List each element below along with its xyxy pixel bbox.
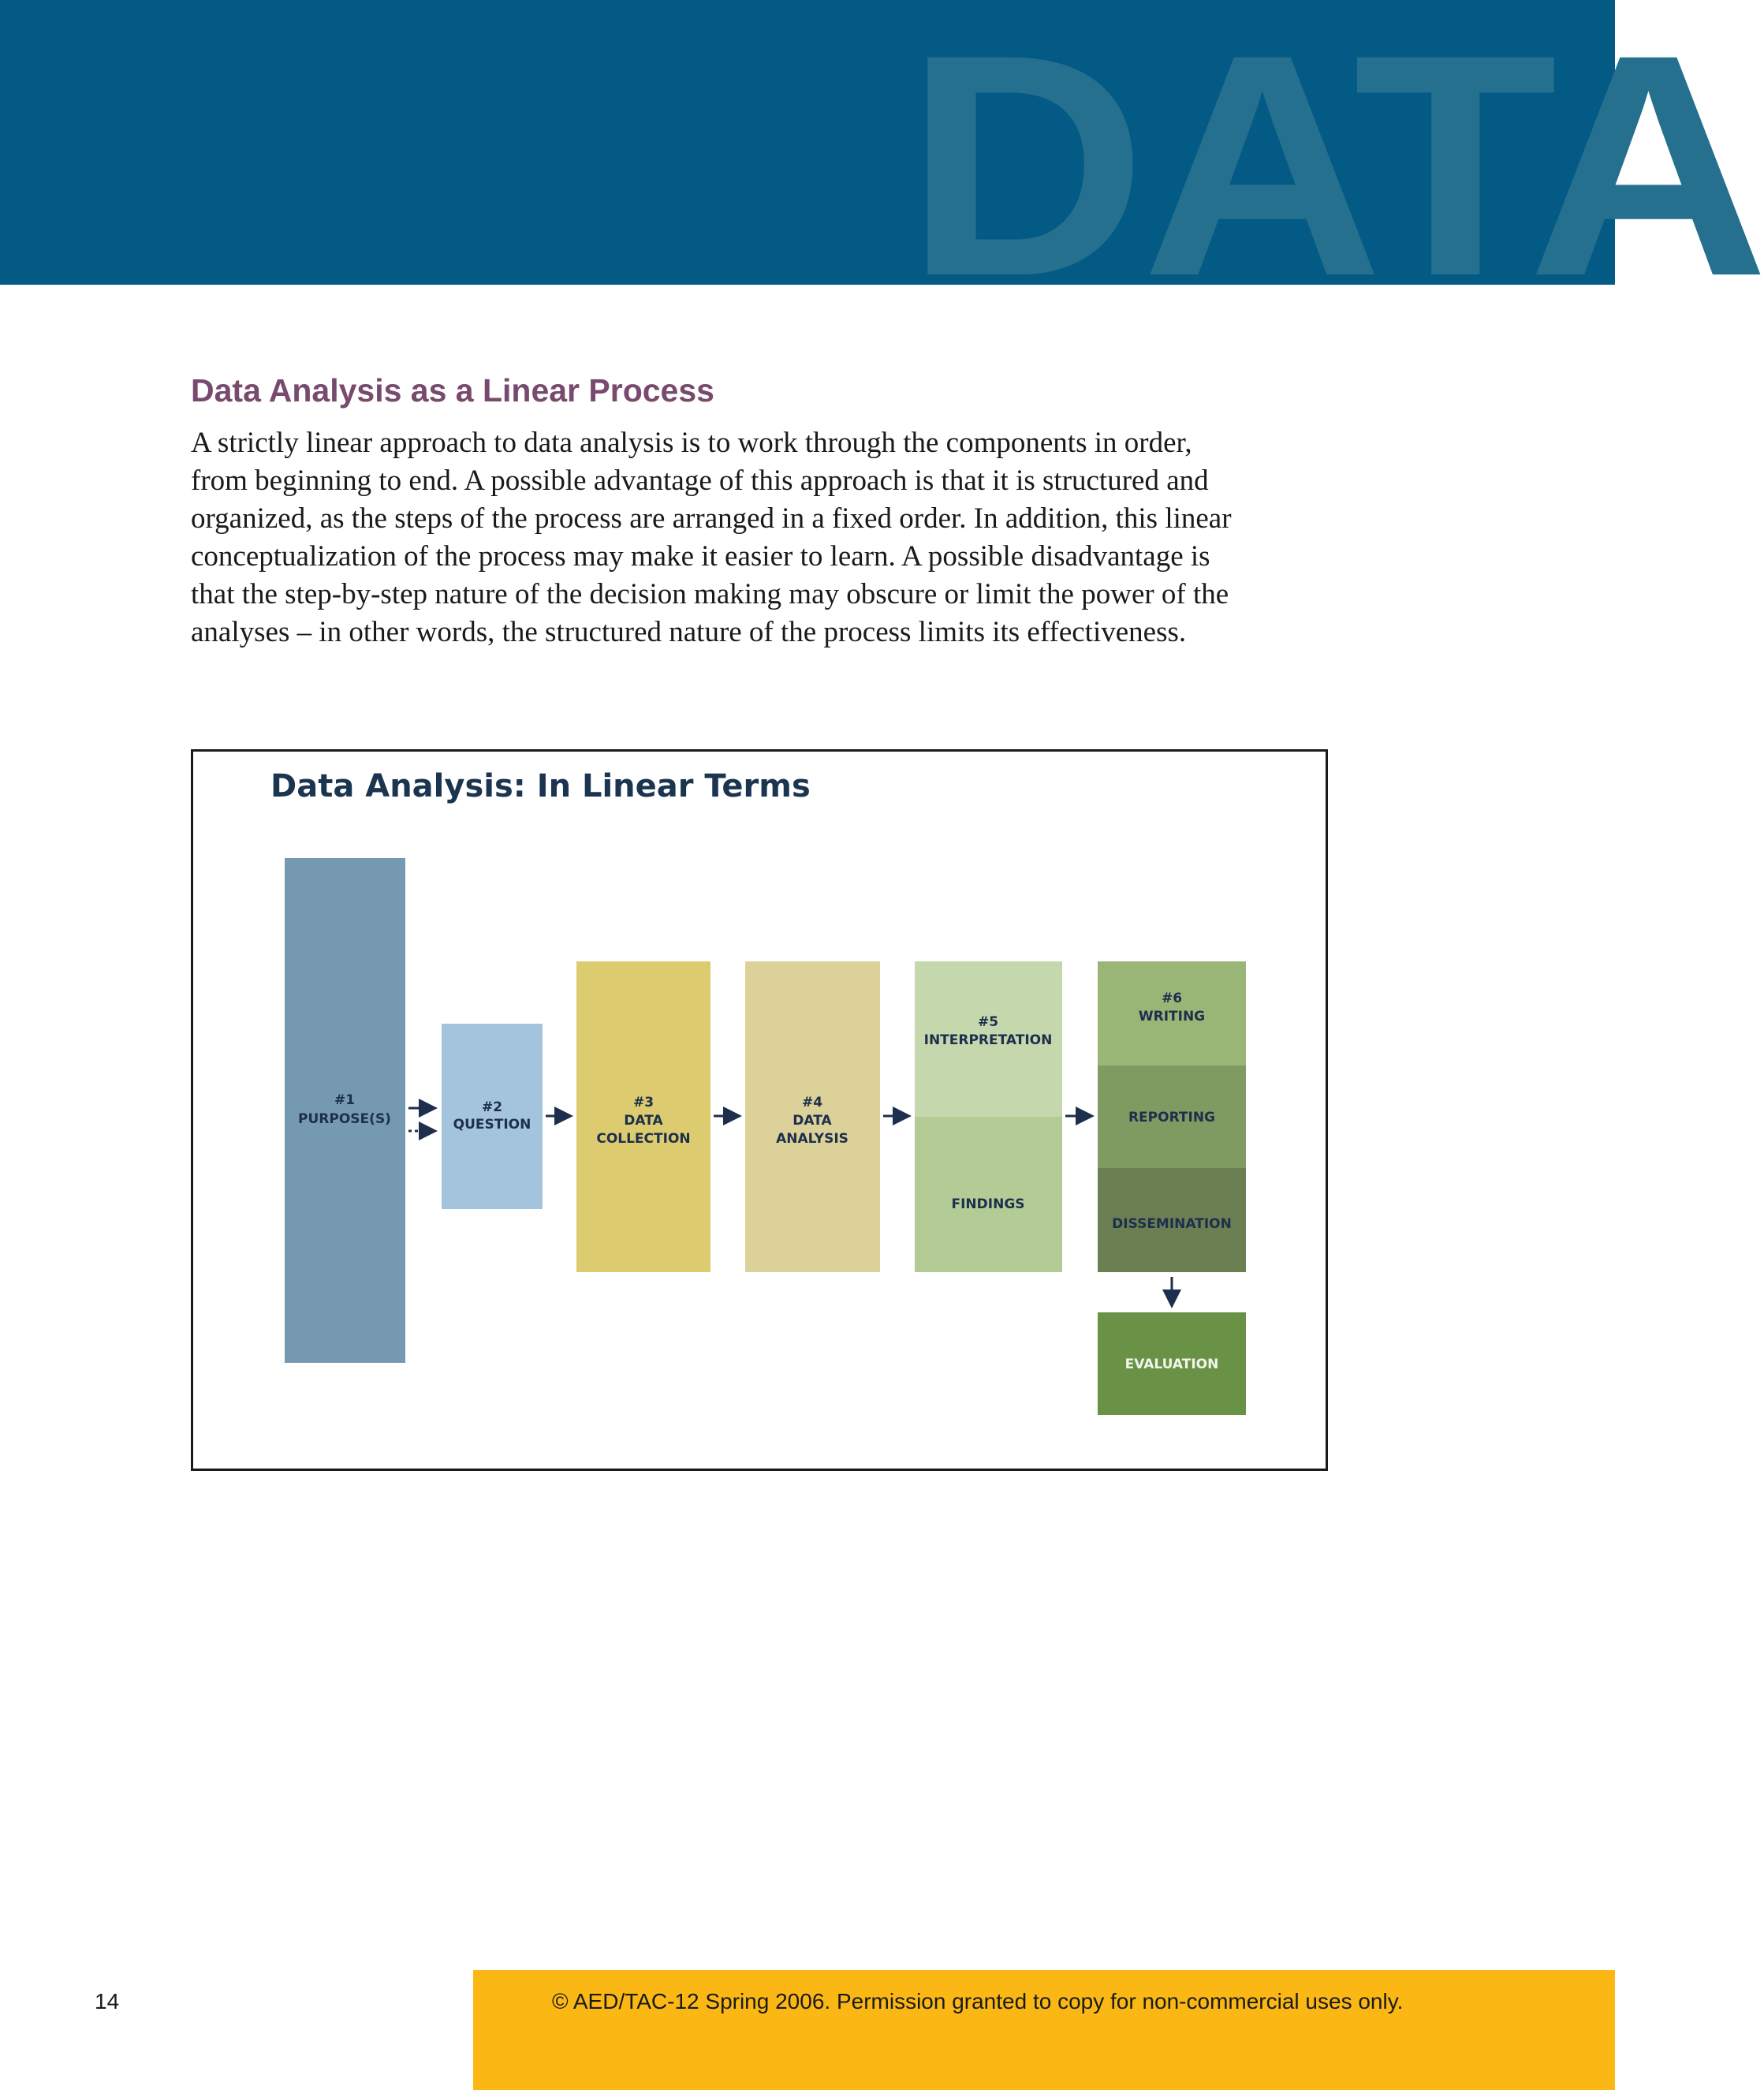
body-line: from beginning to end. A possible advantage of this approach is that it is structured and [191,465,1209,497]
findings-label: FINDINGS [951,1196,1025,1212]
section-title: Data Analysis as a Linear Process [191,372,714,409]
dissemination-label: DISSEMINATION [1112,1216,1232,1232]
question-label: QUESTION [453,1117,531,1133]
copyright-notice: © AED/TAC-12 Spring 2006. Permission granted to copy for non-commercial uses only. [552,1989,1404,2013]
question-number: #2 [481,1099,503,1115]
diagram-figure [191,749,1328,1471]
body-paragraph [191,424,1342,651]
purpose-number: #1 [334,1092,356,1108]
body-line: conceptualization of the process may make it easier to learn. A possible disadvantage is [191,540,1210,573]
data-collection-number: #3 [632,1095,655,1110]
interpretation-number: #5 [977,1014,999,1030]
findings-box [915,1117,1062,1272]
footer-band [473,1970,1615,2090]
body-line: that the step-by-step nature of the decision making may obscure or limit the power of the [191,578,1229,610]
header-band [0,0,1764,341]
writing-label: WRITING [1138,1009,1206,1024]
diagram-title: Data Analysis: In Linear Terms [270,768,811,804]
purpose-box [285,858,405,1363]
page-number: 14 [95,1989,120,2013]
linear-process-diagram [193,752,1326,1469]
interpretation-label: INTERPRETATION [923,1032,1053,1048]
data-collection-label-1: DATA [624,1113,663,1129]
reporting-label: REPORTING [1128,1110,1216,1125]
body-line: A strictly linear approach to data analysis is to work through the components in order, [191,427,1192,459]
data-analysis-label-2: ANALYSIS [776,1131,848,1147]
header-watermark: DATA [905,0,1764,341]
writing-number: #6 [1161,991,1183,1006]
body-line: organized, as the steps of the process are arranged in a fixed order. In addition, this linear [191,502,1232,535]
body-line: analyses – in other words, the structured nature of the process limits its effectiveness. [191,616,1187,648]
data-analysis-label-1: DATA [792,1113,832,1129]
evaluation-label: EVALUATION [1124,1357,1219,1372]
data-analysis-number: #4 [801,1095,823,1110]
data-collection-label-2: COLLECTION [596,1131,691,1147]
purpose-label: PURPOSE(S) [298,1111,391,1127]
